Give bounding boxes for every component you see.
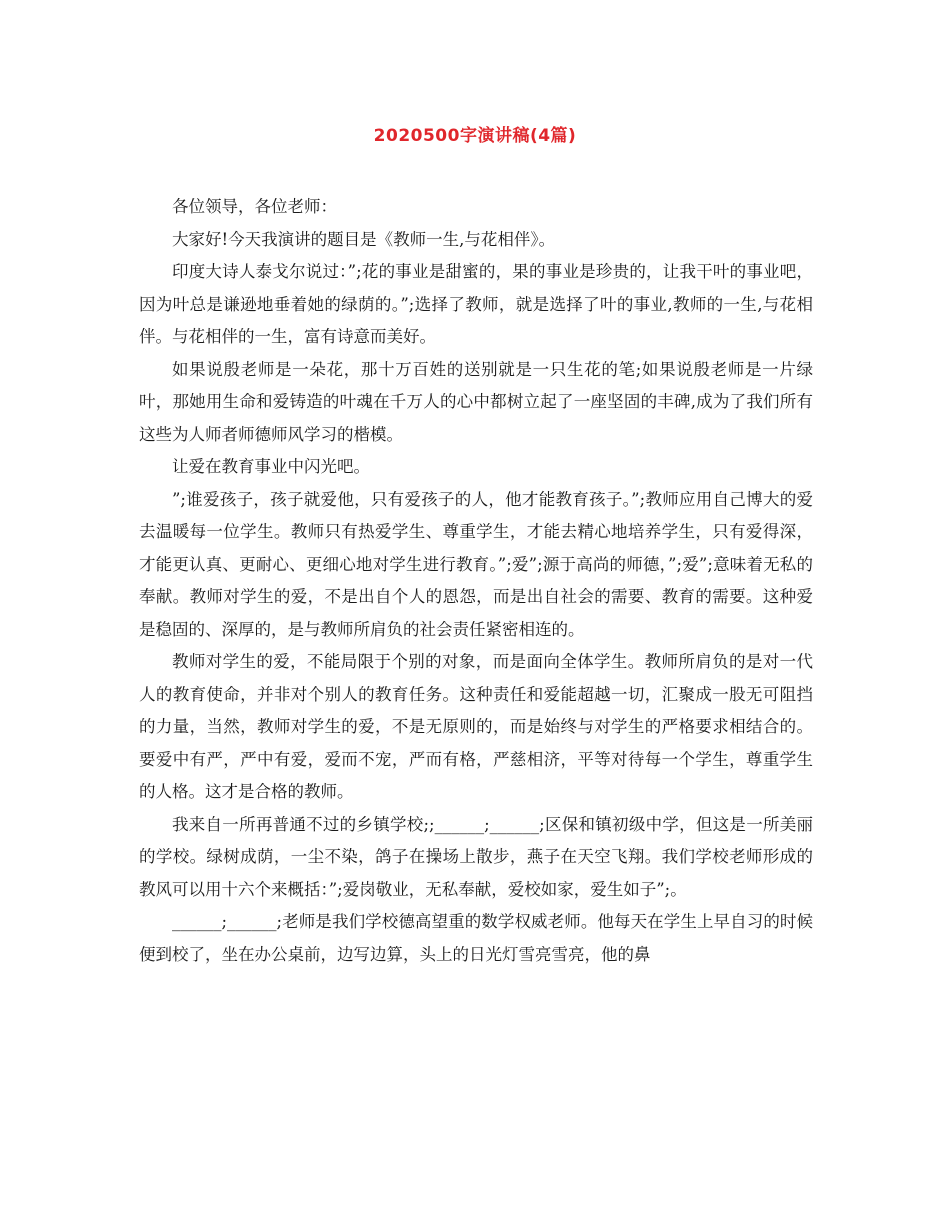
paragraph: ______;______;老师是我们学校德高望重的数学权威老师。他每天在学生上早自习的时候便到校了，坐在办公桌前，边写边算，头上的日光灯雪亮雪亮，他的鼻 [139,912,813,964]
paragraph: 我来自一所再普通不过的乡镇学校;;______;______;区保和镇初级中学，但这是一所美丽的学校。绿树成荫，一尘不染，鸽子在操场上散步，燕子在天空飞翔。我们学校老师形成的教风可以用十六个来概括：”;爱岗敬业，无私奉献，爱校如家，爱生如子”;。 [139,814,813,899]
paragraph: 如果说殷老师是一朵花，那十万百姓的送别就是一只生花的笔;如果说殷老师是一片绿叶，那她用生命和爱铸造的叶魂在千万人的心中都树立起了一座坚固的丰碑,成为了我们所有这些为人师者师德师风学习的楷模。 [139,359,813,444]
paragraph: 教师对学生的爱，不能局限于个别的对象，而是面向全体学生。教师所肩负的是对一代人的教育使命，并非对个别人的教育任务。这种责任和爱能超越一切，汇聚成一股无可阻挡的力量，当然，教师对学生的爱，不是无原则的，而是始终与对学生的严格要求相结合的。要爱中有严，严中有爱，爱而不宠，严而有格，严慈相济，平等对待每一个学生，尊重学生的人格。这才是合格的教师。 [139,652,813,801]
document-body [139,191,813,971]
paragraph: ”;谁爱孩子，孩子就爱他，只有爱孩子的人，他才能教育孩子。”;教师应用自己博大的爱去温暖每一位学生。教师只有热爱学生、尊重学生，才能去精心地培养学生，只有爱得深，才能更认真、更耐心、更细心地对学生进行教育。”;爱”;源于高尚的师德，”;爱”;意味着无私的奉献。教师对学生的爱，不是出自个人的恩怨，而是出自社会的需要、教育的需要。这种爱是稳固的、深厚的，是与教师所肩负的社会责任紧密相连的。 [139,489,813,639]
paragraph: 印度大诗人泰戈尔说过：”;花的事业是甜蜜的，果的事业是珍贵的，让我干叶的事业吧，因为叶总是谦逊地垂着她的绿荫的。”;选择了教师，就是选择了叶的事业,教师的一生,与花相伴。与花相伴的一生，富有诗意而美好。 [139,262,813,346]
paragraph: 各位领导，各位老师： [172,197,337,216]
paragraph: 让爱在教育事业中闪光吧。 [172,457,370,476]
paragraph: 大家好!今天我演讲的题目是《教师一生,与花相伴》。 [172,229,556,249]
document-title: 2020500字演讲稿(4篇) [373,126,577,146]
